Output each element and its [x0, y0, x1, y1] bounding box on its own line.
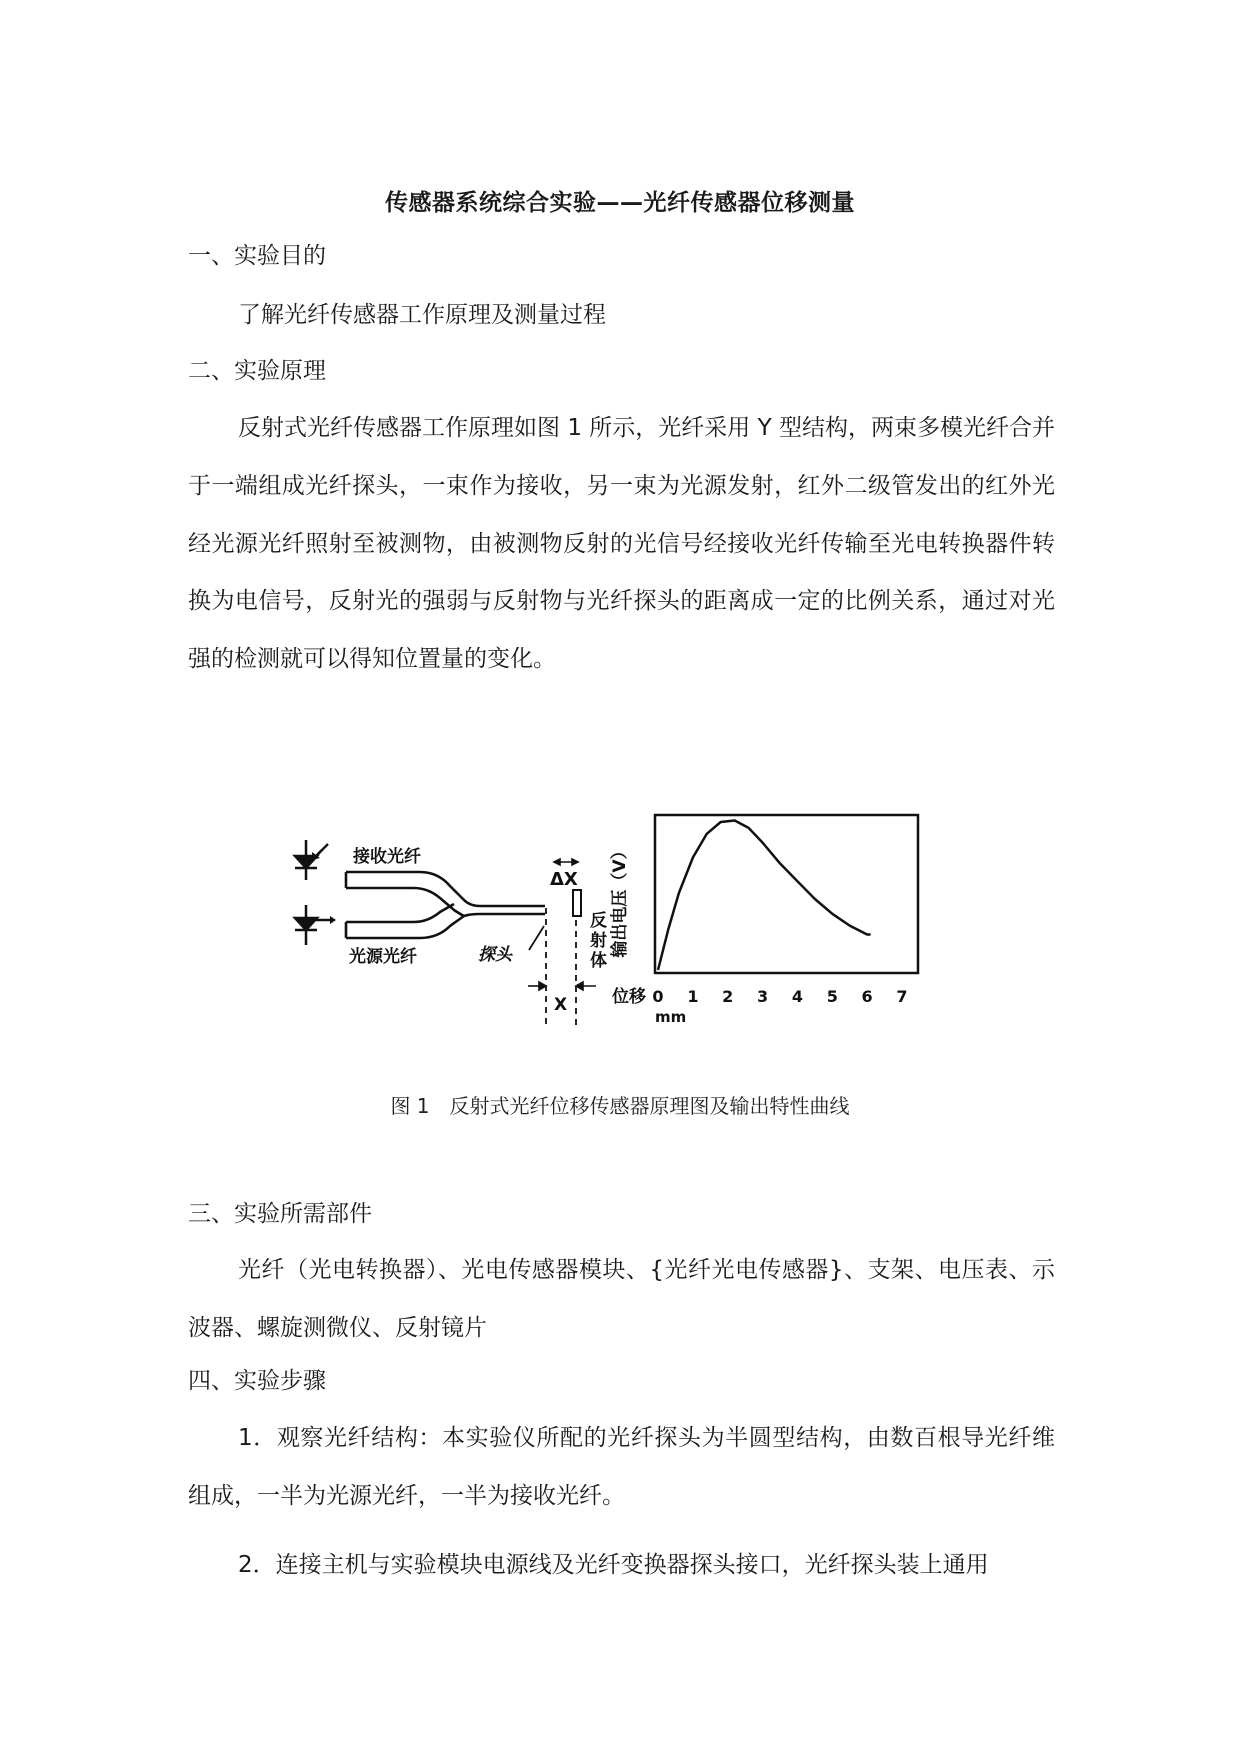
principle-paragraph: 反射式光纤传感器工作原理如图 1 所示，光纤采用 Y 型结构，两束多模光纤合并于一端组成光纤探头，一束作为接收，另一束为光源发射，红外二级管发出的红外光经光源光纤照射至被测物，由被测物反射的光信号经接收光纤传输至光电转换器件转换为电信号，反射光的强弱与反射物与光纤探头的距离成一定的比例关系，通过对光强的检测就可以得知位置量的变化。 — [188, 415, 1055, 673]
figure-1 — [250, 800, 1050, 1050]
section-heading-principle: 二、实验原理 — [188, 358, 326, 384]
step-1-paragraph: 1．观察光纤结构：本实验仪所配的光纤探头为半圆型结构，由数百根导光纤维组成，一半为光源光纤，一半为接收光纤。 — [188, 1425, 1055, 1509]
purpose-text: 了解光纤传感器工作原理及测量过程 — [238, 302, 606, 328]
x-distance-arrows — [528, 982, 596, 990]
page-title: 传感器系统综合实验——光纤传感器位移测量 — [385, 190, 855, 216]
chart-x-tick-label: 4 — [791, 987, 803, 1006]
chart-x-tick-label: 3 — [757, 987, 769, 1006]
diode-source-icon — [295, 905, 336, 945]
chart-x-unit: mm — [655, 1008, 687, 1026]
chart-plot-area — [658, 821, 871, 971]
delta-x-arrow — [554, 859, 578, 865]
section-heading-purpose: 一、实验目的 — [188, 243, 326, 269]
chart-series-line-0 — [658, 821, 871, 971]
probe-dashed-line — [529, 908, 576, 1025]
parts-paragraph: 光纤（光电转换器）、光电传感器模块、{光纤光电传感器}、支架、电压表、示波器、螺旋测微仪、反射镜片 — [188, 1257, 1055, 1341]
chart-x-tick-label: 2 — [722, 987, 734, 1006]
chart-x-tick-label: 7 — [896, 987, 908, 1006]
chart-x-tick-label: 0 — [652, 987, 664, 1006]
section-heading-steps: 四、实验步骤 — [188, 1368, 326, 1394]
chart-x-axis-prefix: 位移 — [612, 987, 646, 1007]
reflector-block — [573, 890, 581, 916]
receive-fiber-label: 接收光纤 — [353, 847, 421, 867]
x-distance-label: X — [554, 995, 568, 1015]
chart-x-tick-label: 5 — [826, 987, 838, 1006]
delta-x-label: ΔX — [550, 869, 578, 890]
section-heading-parts: 三、实验所需部件 — [188, 1201, 372, 1227]
chart-y-axis-label: 输出电压（V） — [610, 842, 630, 958]
diode-receive-icon — [295, 840, 328, 880]
y-fiber-shape — [346, 872, 545, 938]
chart-x-ticks — [652, 987, 907, 1006]
chart-frame — [655, 815, 918, 973]
step-2-paragraph: 2．连接主机与实验模块电源线及光纤变换器探头接口，光纤探头装上通用 — [238, 1552, 989, 1578]
source-fiber-label: 光源光纤 — [349, 947, 417, 967]
chart-x-tick-label: 6 — [861, 987, 873, 1006]
figure-svg — [250, 800, 1050, 1050]
reflector-label: 反 射 体 — [590, 911, 607, 971]
chart-x-tick-label: 1 — [687, 987, 699, 1006]
probe-label: 探头 — [478, 945, 512, 965]
figure-caption: 图 1 反射式光纤位移传感器原理图及输出特性曲线 — [390, 1094, 850, 1118]
